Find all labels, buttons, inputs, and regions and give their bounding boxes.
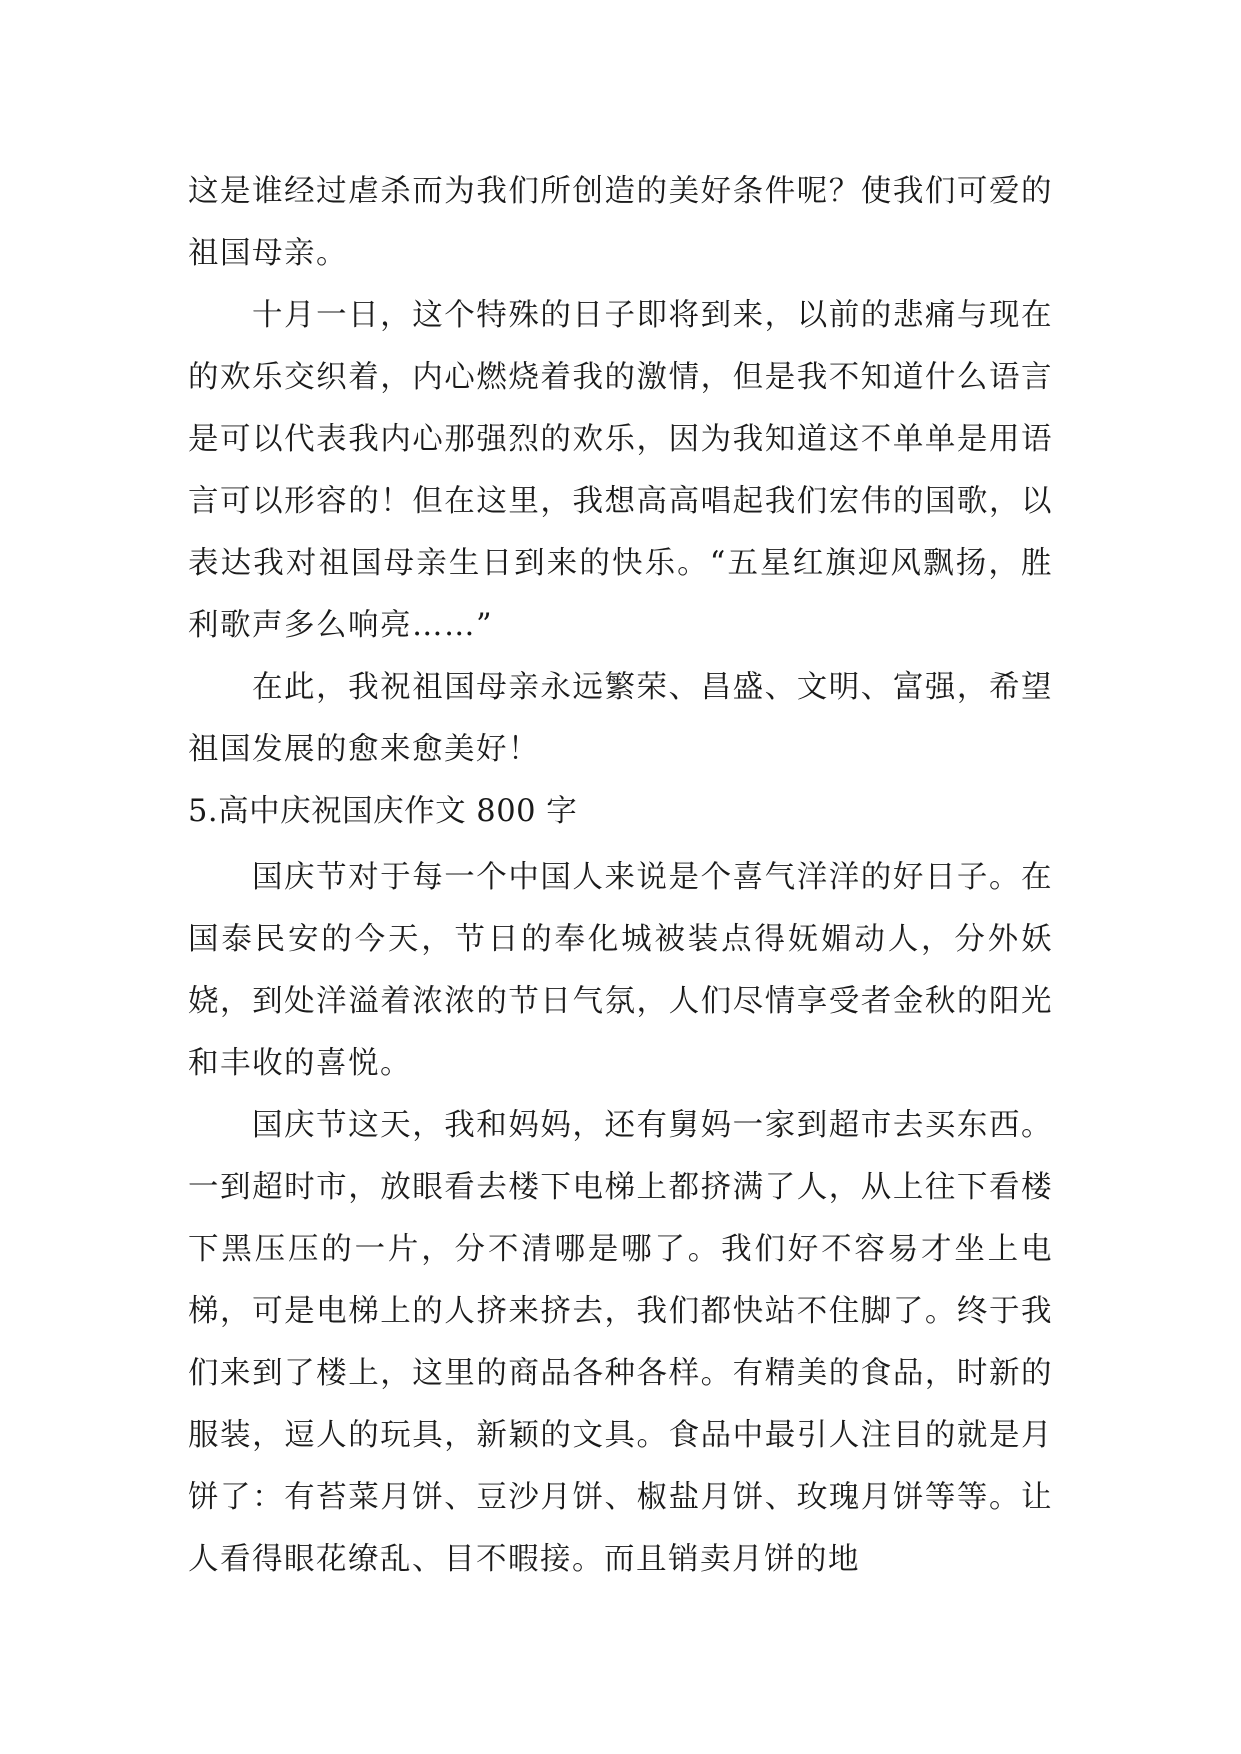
paragraph-supermarket: 国庆节这天，我和妈妈，还有舅妈一家到超市去买东西。一到超时市，放眼看去楼下电梯上都挤满了人，从上往下看楼下黑压压的一片，分不清哪是哪了。我们好不容易才坐上电梯，可是电梯上的人挤来挤去，我们都快站不住脚了。终于我们来到了楼上，这里的商品各种各样。有精美的食品，时新的服装，逗人的玩具，新颖的文具。食品中最引人注目的就是月饼了：有苔菜月饼、豆沙月饼、椒盐月饼、玫瑰月饼等等。让人看得眼花缭乱、目不暇接。而且销卖月饼的地 xyxy=(188,1108,1053,1577)
essay-title-5: 5.高中庆祝国庆作文 800 字 xyxy=(188,794,578,829)
paragraph-national-day-intro: 国庆节对于每一个中国人来说是个喜气洋洋的好日子。在国泰民安的今天，节日的奉化城被装点得妩媚动人，分外妖娆，到处洋溢着浓浓的节日气氛，人们尽情享受者金秋的阳光和丰收的喜悦。 xyxy=(188,860,1053,1081)
paragraph-blessing: 在此，我祝祖国母亲永远繁荣、昌盛、文明、富强，希望祖国发展的愈来愈美好！ xyxy=(188,670,1053,767)
paragraph-continuation: 这是谁经过虐杀而为我们所创造的美好条件呢？使我们可爱的祖国母亲。 xyxy=(188,174,1053,271)
essay-section-2 xyxy=(188,847,1053,1591)
essay-section-1 xyxy=(188,161,1053,843)
paragraph-october-first: 十月一日，这个特殊的日子即将到来，以前的悲痛与现在的欢乐交织着，内心燃烧着我的激情，但是我不知道什么语言是可以代表我内心那强烈的欢乐，因为我知道这不单单是用语言可以形容的！但在这里，我想高高唱起我们宏伟的国歌，以表达我对祖国母亲生日到来的快乐。“五星红旗迎风飘扬，胜利歌声多么响亮……” xyxy=(188,298,1053,643)
